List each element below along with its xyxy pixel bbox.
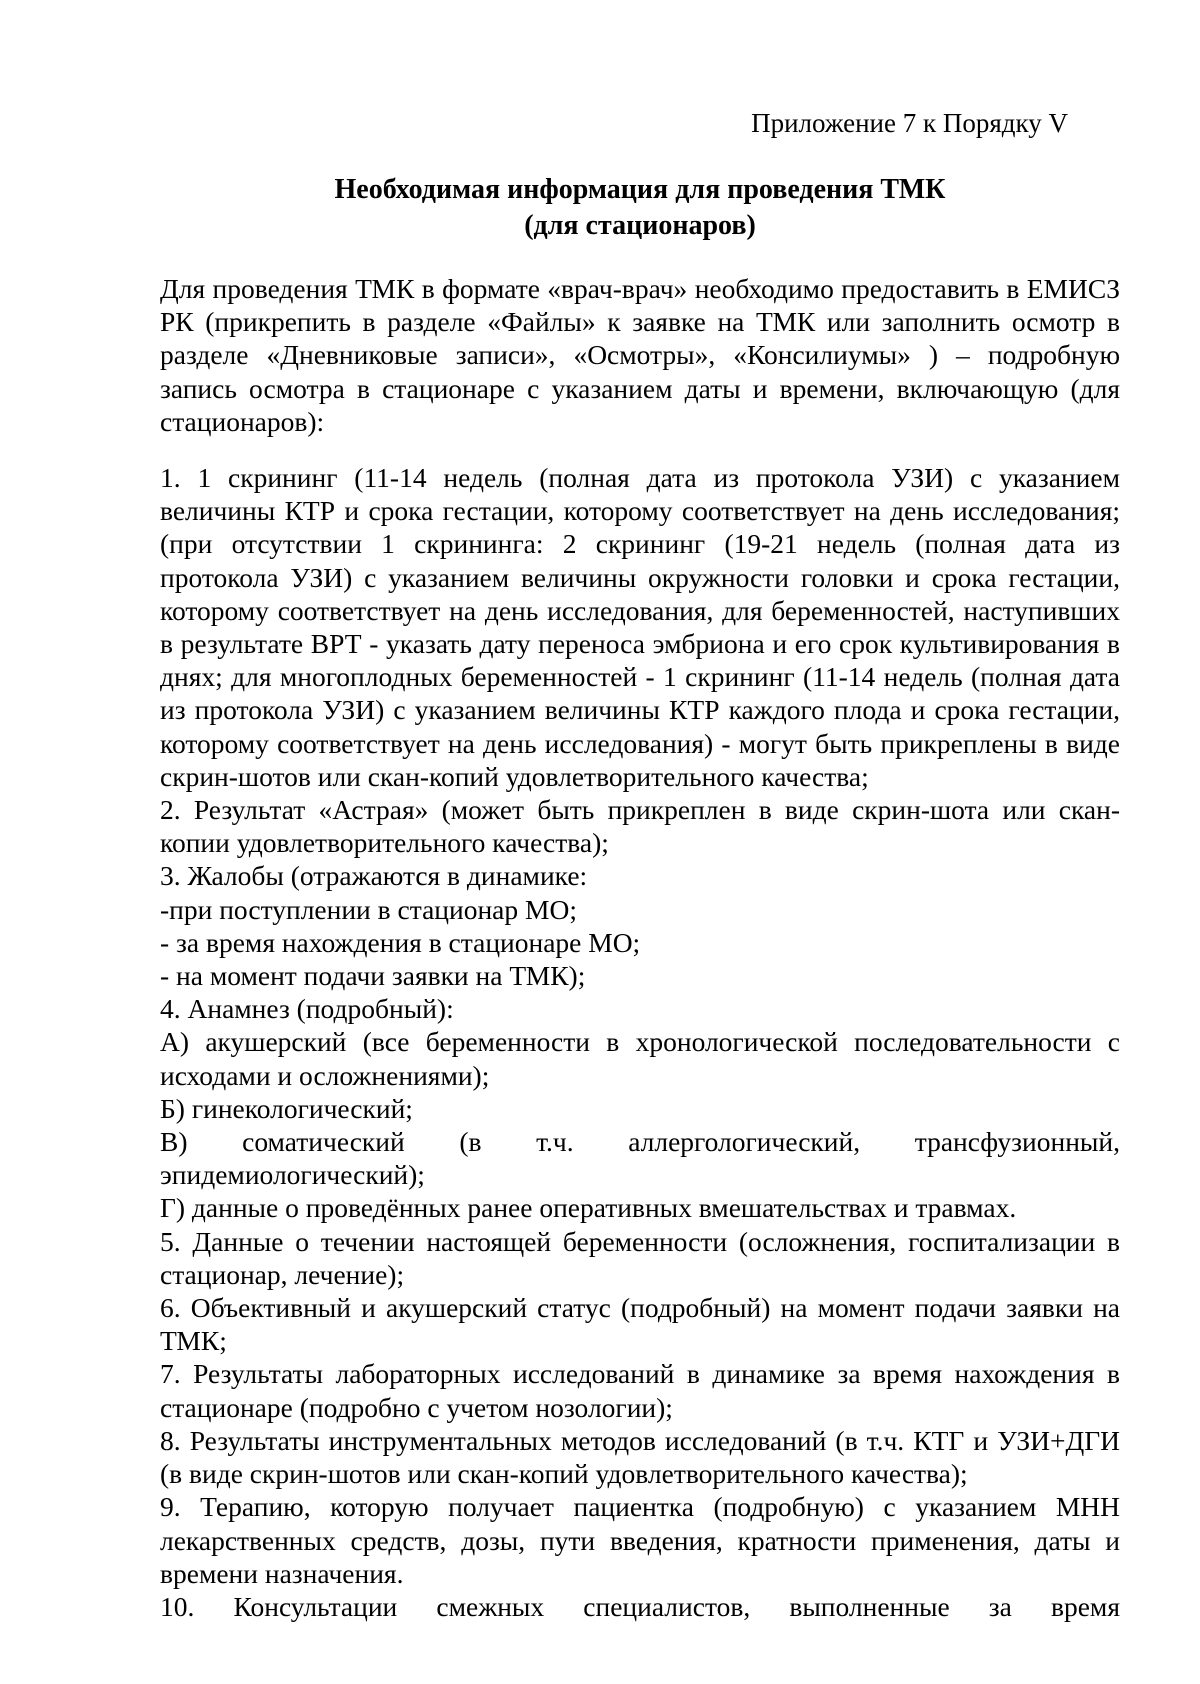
list-item: 3. Жалобы (отражаются в динамике:: [160, 860, 588, 892]
intro-text: Для проведения ТМК в формате «врач-врач» необходимо предоставить в ЕМИСЗ РК (прикрепить в разделе «Файлы» к заявке на ТМК или заполнить осмотр в разделе «Дневниковые записи», «Осмотры», «Консилиумы» ) – подробную запись осмотра в стационаре с указанием даты и времени, включающую (для стационаров):: [160, 273, 1120, 437]
list-item: 8. Результаты инструментальных методов исследований (в т.ч. КТГ и УЗИ+ДГИ (в виде скрин-шотов или скан-копий удовлетворительного качества);: [160, 1424, 1120, 1490]
list-item: - на момент подачи заявки на ТМК);: [160, 960, 586, 992]
list-item: - за время нахождения в стационаре МО;: [160, 926, 641, 958]
appendix-reference: Приложение 7 к Порядку V: [751, 108, 1068, 138]
list-item: 7. Результаты лабораторных исследований в динамике за время нахождения в стационаре (подробно с учетом нозологии);: [160, 1358, 1120, 1423]
list-item: 1. 1 скрининг (11-14 недель (полная дата из протокола УЗИ) с указанием величины КТР и срока гестации, которому соответствует на день исследования; (при отсутствии 1 скрининга: 2 скрининг (19-21 недель (полная дата из протокола УЗИ) с указанием величины окружности головки и срока гестации, которому соответствует на день исследования, для беременностей, наступивших в результате ВРТ - указать дату переноса эмбриона и его срок культивирования в днях; для многоплодных беременностей - 1 скрининг (11-14 недель (полная дата из протокола УЗИ) с указанием величины КТР каждого плода и срока гестации, которому соответствует на день исследования) - могут быть прикреплены в виде скрин-шотов или скан-копий удовлетворительного качества;: [160, 462, 1120, 792]
list-item: Г) данные о проведённых ранее оперативных вмешательствах и травмах.: [160, 1192, 1017, 1224]
title-line-2: (для стационаров): [524, 210, 756, 241]
list-item: -при поступлении в стационар МО;: [160, 893, 577, 925]
intro-paragraph: [160, 272, 1120, 438]
requirements-list: [160, 461, 1120, 1623]
list-item: В) соматический (в т.ч. аллергологический, трансфузионный, эпидемиологический);: [160, 1126, 1120, 1191]
list-item: 9. Терапию, которую получает пациентка (подробную) с указанием МНН лекарственных средств, дозы, пути введения, кратности применения, даты и времени назначения.: [160, 1491, 1120, 1589]
list-item: 2. Результат «Астрая» (может быть прикреплен в виде скрин-шота или скан-копии удовлетворительного качества);: [160, 794, 1120, 859]
list-item: 4. Анамнез (подробный):: [160, 993, 454, 1025]
list-item: 6. Объективный и акушерский статус (подробный) на момент подачи заявки на ТМК;: [160, 1292, 1120, 1357]
list-item: А) акушерский (все беременности в хронологической последовательности с исходами и осложнениями);: [160, 1026, 1120, 1091]
list-item: 5. Данные о течении настоящей беременности (осложнения, госпитализации в стационар, лечение);: [160, 1225, 1120, 1290]
title-line-1: Необходимая информация для проведения ТМК: [334, 174, 946, 205]
list-item: 10. Консультации смежных специалистов, выполненные за время: [160, 1590, 1120, 1622]
document-title: [160, 172, 1120, 244]
list-item: Б) гинекологический;: [160, 1092, 413, 1124]
